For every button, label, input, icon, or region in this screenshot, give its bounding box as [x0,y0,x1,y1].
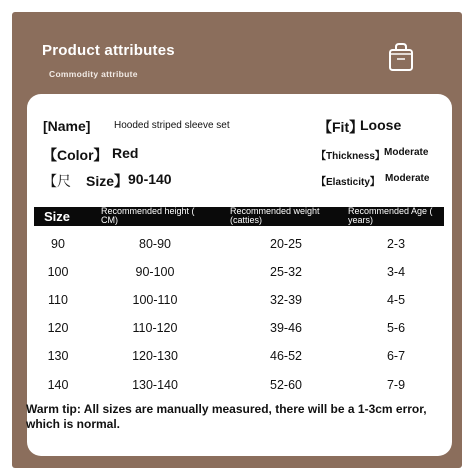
cell-height: 80-90 [139,237,171,251]
page-subtitle: Commodity attribute [49,69,138,79]
table-row [34,321,444,341]
header-height: Recommended height ( CM) [101,207,195,225]
fit-value: Loose [360,117,402,133]
cell-age: 7-9 [386,378,406,392]
header-weight: Recommended weight (catties) [230,207,320,225]
cell-weight: 39-46 [270,321,302,335]
page-title: Product attributes [42,42,175,59]
cell-size: 120 [47,321,69,335]
cell-height: 90-100 [135,265,175,279]
table-row [34,349,444,369]
shopping-bag-icon [388,42,414,72]
color-value: Red [112,145,139,161]
table-row [34,293,444,313]
cell-height: 100-110 [132,293,178,307]
size-label: Size】 [86,173,129,189]
cell-weight: 20-25 [270,237,302,251]
cell-size: 110 [48,293,68,307]
thickness-label: 【Thickness】 [316,151,385,162]
name-value: Hooded striped sleeve set [114,120,230,131]
cell-size: 90 [51,237,65,251]
size-label-prefix: 【尺 [43,173,71,189]
cell-age: 6-7 [386,349,406,363]
cell-size: 100 [47,265,69,279]
table-row [34,378,444,398]
elasticity-value: Moderate [385,173,430,184]
cell-height: 110-120 [132,321,178,335]
fit-label: 【Fit】 [318,119,364,135]
table-row [34,265,444,285]
thickness-value: Moderate [384,147,429,158]
cell-weight: 25-32 [270,265,302,279]
size-value: 90-140 [128,171,172,187]
size-table-header [34,207,444,226]
warm-tip: Warm tip: All sizes are manually measured, there will be a 1-3cm error, which is normal. [26,402,427,431]
table-row [34,237,444,257]
cell-height: 130-140 [132,378,178,392]
cell-age: 3-4 [386,265,406,279]
cell-age: 4-5 [386,293,406,307]
cell-weight: 46-52 [270,349,302,363]
cell-age: 5-6 [386,321,406,335]
name-label: [Name] [43,118,91,134]
cell-height: 120-130 [132,349,178,363]
header-size: Size [44,209,71,224]
header-age: Recommended Age ( years) [348,207,433,225]
elasticity-label: 【Elasticity】 [316,177,380,188]
cell-age: 2-3 [386,237,406,251]
color-label: 【Color】 [43,147,108,163]
cell-weight: 52-60 [270,378,302,392]
cell-size: 130 [47,349,69,363]
cell-size: 140 [47,378,69,392]
cell-weight: 32-39 [270,293,302,307]
